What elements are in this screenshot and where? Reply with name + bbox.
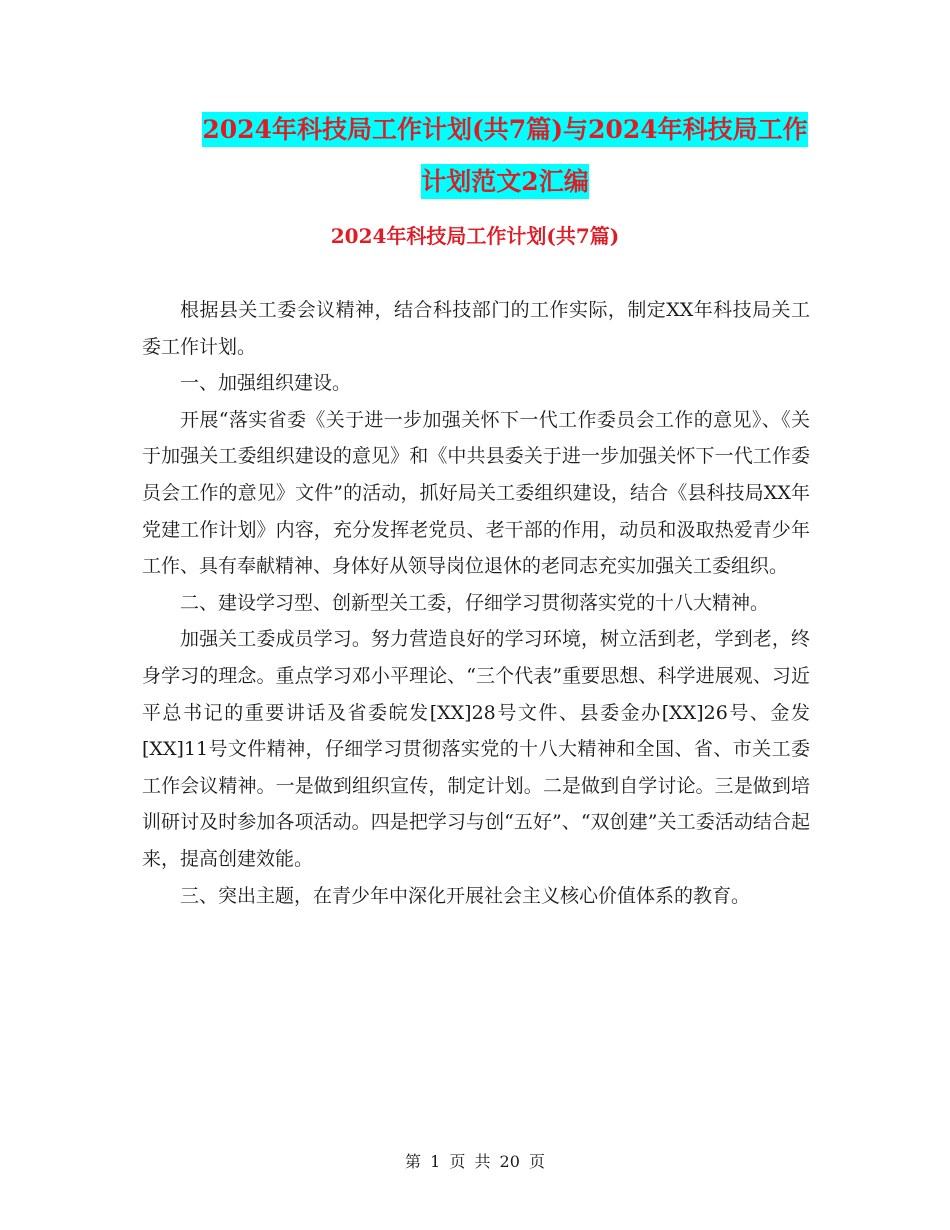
document-body — [142, 292, 810, 914]
page-footer: 第 1 页 共 20 页 — [405, 1152, 545, 1171]
paragraph: 三、突出主题，在青少年中深化开展社会主义核心价值体系的教育。 — [180, 884, 751, 907]
paragraph: 一、加强组织建设。 — [180, 372, 352, 395]
document-title — [140, 104, 870, 208]
document-title-line-2: 计划范文2汇编 — [421, 164, 588, 199]
paragraph: 开展“落实省委《关于进一步加强关怀下一代工作委员会工作的意见》、《关于加强关工委组织建设的意见》和《中共县委关于进一步加强关怀下一代工作委员会工作的意见》文件”的活动，抓好局关工委组织建设，结合《县科技局XX年党建工作计划》内容，充分发挥老党员、老干部的作用，动员和汲取热爱青少年工作、具有奉献精神、身体好从领导岗位退休的老同志充实加强关工委组织。 — [142, 408, 810, 578]
paragraph: 加强关工委成员学习。努力营造良好的学习环境，树立活到老，学到老，终身学习的理念。重点学习邓小平理论、“三个代表”重要思想、科学进展观、习近平总书记的重要讲话及省委皖发[XX]28号文件、县委金办[XX]26号、金发[XX]11号文件精神，仔细学习贯彻落实党的十八大精神和全国、省、市关工委工作会议精神。一是做到组织宣传，制定计划。二是做到自学讨论。三是做到培训研讨及时参加各项活动。四是把学习与创“五好”、“双创建”关工委活动结合起来，提高创建效能。 — [142, 628, 810, 870]
paragraph: 根据县关工委会议精神，结合科技部门的工作实际，制定XX年科技局关工委工作计划。 — [142, 299, 810, 358]
section-title: 2024年科技局工作计划(共7篇) — [330, 224, 620, 248]
paragraph: 二、建设学习型、创新型关工委，仔细学习贯彻落实党的十八大精神。 — [180, 591, 770, 614]
document-title-line-1: 2024年科技局工作计划(共7篇)与2024年科技局工作 — [202, 112, 807, 147]
